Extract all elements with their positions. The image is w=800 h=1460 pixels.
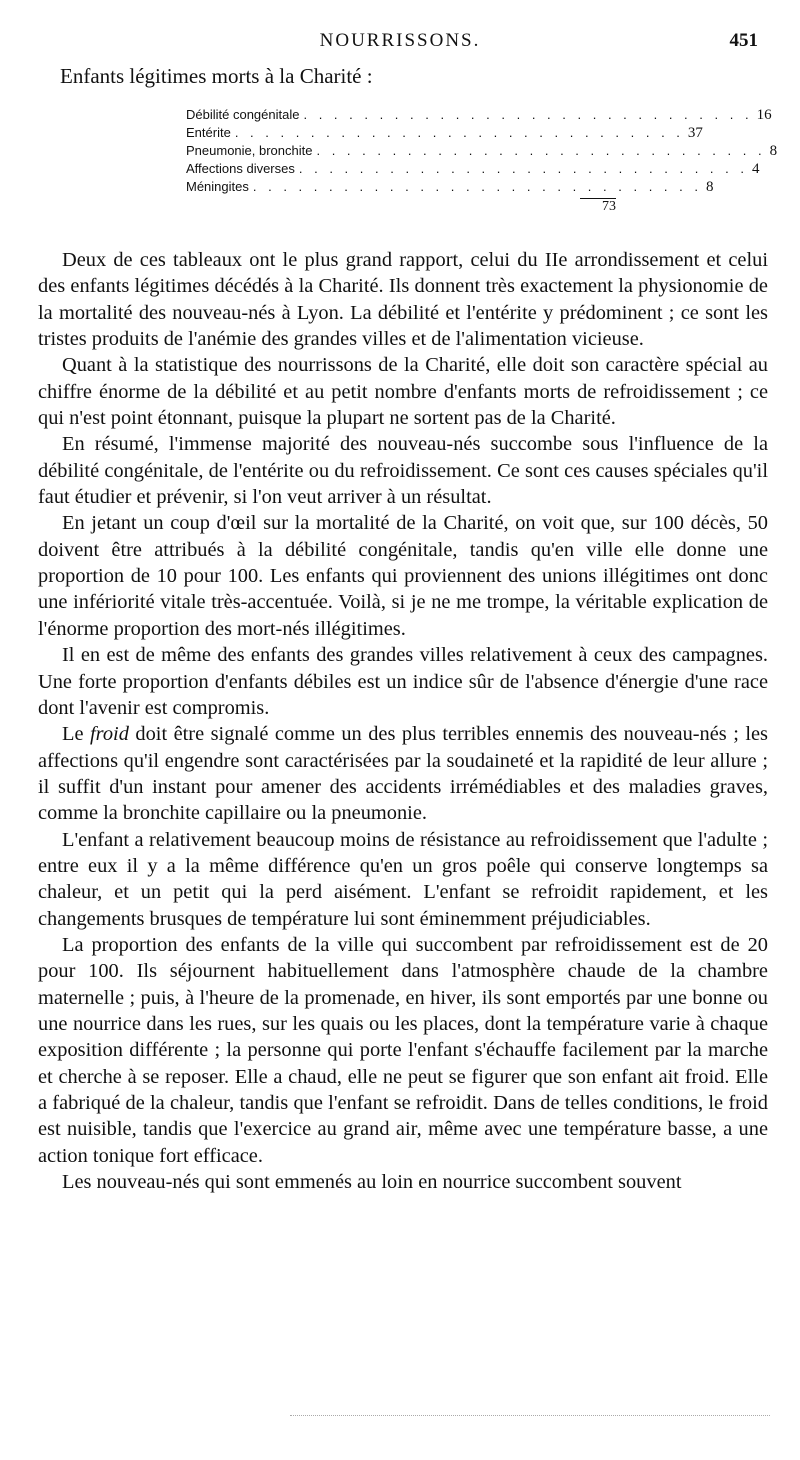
table-row bbox=[186, 124, 703, 142]
table-total: 73 bbox=[602, 199, 616, 214]
paragraph-lead: Le bbox=[62, 723, 84, 746]
paragraph: En jetant un coup d'œil sur la mortalité de la Charité, on voit que, sur 100 décès, 50 doivent être attribués à la débilité congénitale, tandis qu'en ville elle donne une proportion de 10 pour 100. Les enfants qui proviennent des unions illégitimes ont donc une infériorité vitale très-accentuée. Voilà, si je ne me trompe, la véritable explication de l'énorme proportion des mort-nés illégitimes. bbox=[38, 512, 768, 640]
row-label: Entérite bbox=[186, 125, 231, 140]
paragraph: Quant à la statistique des nourrissons de la Charité, elle doit son caractère spécial au chiffre énorme de la débilité et au petit nombre d'enfants morts de refroidissement ; ce qui n'est point étonnant, puisque la plupart ne sortent pas de la Charité. bbox=[38, 354, 768, 430]
leader-dots: . . . . . . . . . . . . . . . . . . . . . . . . . . . . . . bbox=[252, 179, 702, 194]
mortality-table bbox=[186, 106, 778, 215]
paragraph: La proportion des enfants de la ville qui succombent par refroidissement est de 20 pour 100. Ils séjournent habituellement dans l'atmosphère chaude de la chambre maternelle ; puis, à l'heure de la promenade, en hiver, ils sont emportés par une bonne ou une nourrice dans les rues, sur les quais ou les places, dont la température varie à chaque exposition différente ; la personne qui porte l'enfant s'échauffe facilement par la marche et cherche à se reposer. Elle a chaud, elle ne peut se figurer que son enfant ait froid. Elle a fabriqué de la chaleur, tandis que l'enfant se refroidit. Dans de telles conditions, le froid est nuisible, tandis que l'exercice au grand air, même avec une température basse, a une action tonique fort efficace. bbox=[38, 933, 768, 1167]
row-value: 16 bbox=[756, 107, 772, 123]
paragraph: Les nouveau-nés qui sont emmenés au loin en nourrice succombent souvent bbox=[62, 1171, 682, 1194]
table-row bbox=[186, 106, 772, 124]
paragraph: En résumé, l'immense majorité des nouveau-nés succombe sous l'influence de la débilité congénitale, de l'entérite ou du refroidissement. Ce sont ces causes spéciales qu'il faut étudier et prévenir, si l'on veut arriver à un résultat. bbox=[38, 433, 768, 509]
table-row bbox=[186, 160, 760, 178]
paragraph-froid bbox=[38, 721, 768, 826]
paragraph: Il en est de même des enfants des grandes villes relativement à ceux des campagnes. Une forte proportion d'enfants débiles est un indice sûr de l'absence d'énergie d'une race dont l'avenir est compromis. bbox=[38, 644, 768, 719]
page-number: 451 bbox=[729, 30, 758, 51]
running-title: NOURRISSONS. bbox=[319, 30, 481, 51]
paragraph: Deux de ces tableaux ont le plus grand rapport, celui du IIe arrondissement et celui des enfants légitimes décédés à la Charité. Ils donnent très exactement la physionomie de la mortalité des nouveau-nés à Lyon. La débilité et l'entérite y prédominent ; ce sont les tristes produits de l'anémie des grandes villes et de l'alimentation vicieuse. bbox=[38, 249, 768, 351]
page-bottom-specks bbox=[290, 1415, 770, 1420]
paragraph: L'enfant a relativement beaucoup moins de résistance au refroidissement que l'adulte ; entre eux il y a la même différence qu'en un gros poêle qui conserve longtemps sa chaleur, et un petit qui la perd aisément. L'enfant se refroidit rapidement, et les changements brusques de température lui sont éminemment préjudiciables. bbox=[38, 828, 768, 930]
table-row bbox=[186, 178, 714, 196]
leader-dots: . . . . . . . . . . . . . . . . . . . . . . . . . . . . . . bbox=[234, 125, 684, 140]
row-value: 4 bbox=[751, 161, 760, 177]
leader-dots: . . . . . . . . . . . . . . . . . . . . . . . . . . . . . . bbox=[303, 107, 753, 122]
row-label: Affections diverses bbox=[186, 161, 295, 176]
row-label: Méningites bbox=[186, 179, 249, 194]
table-row bbox=[186, 142, 778, 160]
row-value: 8 bbox=[705, 179, 714, 195]
leader-dots: . . . . . . . . . . . . . . . . . . . . . . . . . . . . . . bbox=[316, 143, 766, 158]
leader-dots: . . . . . . . . . . . . . . . . . . . . . . . . . . . . . . bbox=[298, 161, 748, 176]
row-value: 37 bbox=[687, 125, 703, 141]
emphasis-froid: froid bbox=[90, 723, 129, 746]
row-value: 8 bbox=[769, 143, 778, 159]
row-label: Débilité congénitale bbox=[186, 107, 300, 122]
paragraph-rest: doit être signalé comme un des plus terribles ennemis des nouveau-nés ; les affections qu'il engendre sont caractérisées par la soudaineté et la rapidité de leur allure ; il suffit d'un instant pour amener des accidents irrémédiables et des maladies graves, comme la bronchite capillaire ou la pneumonie. bbox=[38, 723, 768, 825]
body-text bbox=[38, 247, 768, 1195]
row-label: Pneumonie, bronchite bbox=[186, 143, 313, 158]
table-caption: Enfants légitimes morts à la Charité : bbox=[60, 64, 373, 88]
running-head bbox=[0, 30, 800, 58]
